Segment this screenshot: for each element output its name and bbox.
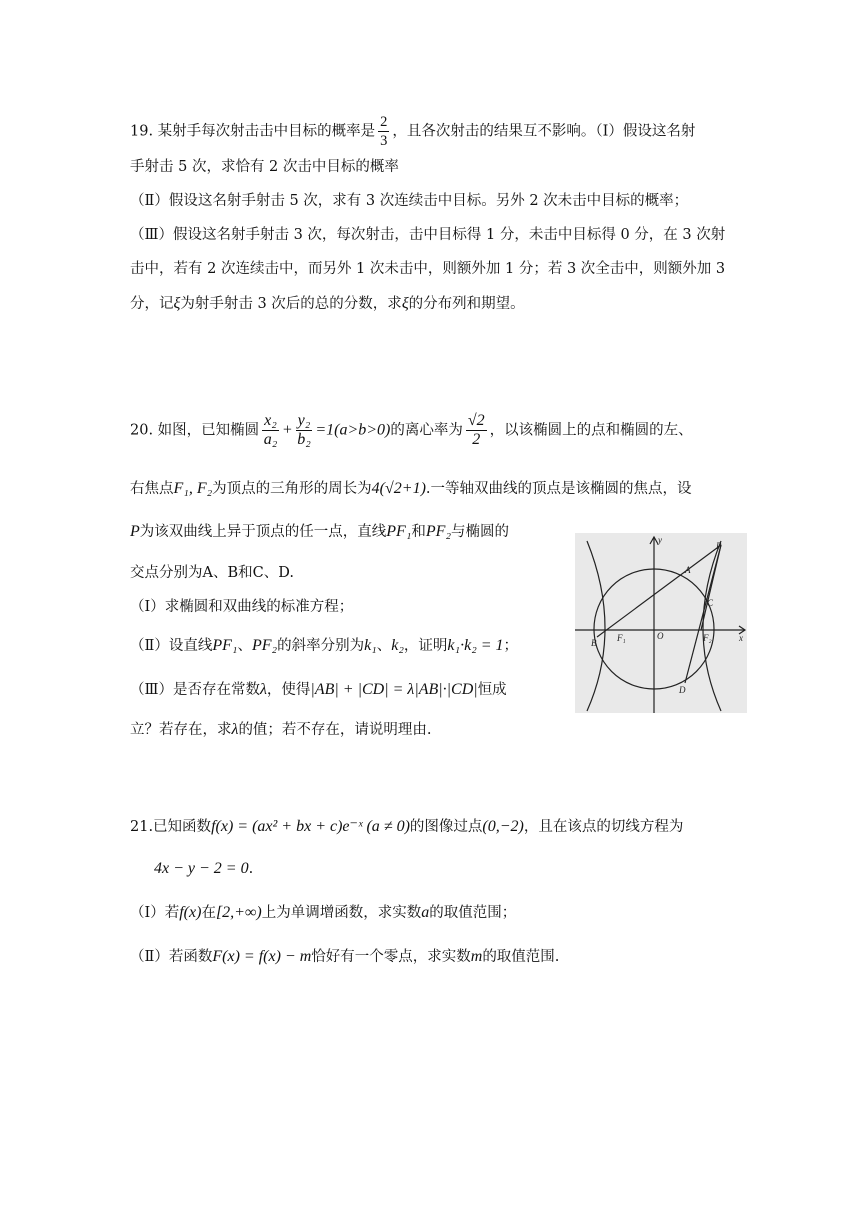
ellipse-fraction-y: $\frac{\text{y₂}}{\text{b₂}}$: [297, 412, 311, 448]
q20-line-1: 20. 如图，已知椭圆 $\frac{\text{x₂}}{\text{a₂}}$ + $\frac{\text{y₂}}{\text{b₂}}$ =1(a>b>0)的离心率为 $\frac{√2}{2}$ ，以该椭圆上的点和椭圆的左、: [130, 412, 693, 448]
label-c: C: [707, 598, 714, 608]
q20-line-5: （Ⅰ）求椭圆和双曲线的标准方程；: [130, 599, 354, 615]
hyperbola-left-branch: [587, 541, 605, 711]
q19-line-3: （Ⅱ）假设这名射手射击 5 次，求有 3 次连续击中目标。另外 2 次未击中目标的概率；: [130, 193, 689, 209]
q21-line-2: 4x − y − 2 = 0.: [154, 860, 254, 877]
q19-line-4: （Ⅲ）假设这名射手射击 3 次，每次射击，击中目标得 1 分，未击中目标得 0 分，在 3 次射: [130, 227, 726, 243]
q19-text: 19. 某射手每次射击击中目标的概率是: [130, 123, 376, 140]
hyperbola-right-branch: [703, 541, 721, 711]
ellipse-hyperbola-figure: [575, 533, 747, 713]
label-f2: F₂: [703, 633, 712, 643]
q21-line-3: （Ⅰ）若f(x)在[2,+∞)上为单调增函数，求实数a的取值范围；: [130, 904, 517, 921]
q20-line-8: 立？若存在，求λ的值；若不存在，请说明理由.: [130, 721, 432, 738]
q20-line-2: 右焦点F₁, F₂为顶点的三角形的周长为4(√2+1).一等轴双曲线的顶点是该椭圆的焦点，设: [130, 480, 692, 497]
fraction-two-thirds: $\frac{2}{3}$: [380, 114, 388, 149]
label-a: A: [685, 565, 691, 575]
q19-line-5: 击中，若有 2 次连续击中，而另外 1 次未击中，则额外加 1 分；若 3 次全击中，则额外加 3: [130, 261, 726, 277]
q20-line-3: P为该双曲线上异于顶点的任一点，直线PF₁和PF₂与椭圆的: [130, 523, 509, 540]
label-d: D: [679, 685, 686, 695]
figure-svg: [575, 533, 747, 713]
q20-line-7: （Ⅲ）是否存在常数λ，使得|AB| + |CD| = λ|AB|·|CD|恒成: [130, 681, 507, 698]
xi-symbol: ξ: [173, 295, 181, 312]
q21-line-4: （Ⅱ）若函数F(x) = f(x) − m恰好有一个零点，求实数m的取值范围.: [130, 948, 560, 965]
q19-line-1: [130, 113, 695, 150]
label-y: y: [658, 535, 662, 545]
label-x: x: [739, 633, 743, 643]
label-o: O: [657, 631, 664, 641]
q20-line-6: （Ⅱ）设直线PF₁、PF₂的斜率分别为k₁、k₂，证明k₁·k₂ = 1；: [130, 637, 519, 654]
q20-line-4: 交点分别为A、B和C、D.: [130, 565, 294, 581]
eccentricity-fraction: $\frac{√2}{2}$: [467, 412, 485, 448]
xi-symbol: ξ: [401, 295, 409, 312]
ellipse-fraction-x: $\frac{\text{x₂}}{\text{a₂}}$: [263, 412, 278, 448]
q19-line-2: 手射击 5 次，求恰有 2 次击中目标的概率: [130, 159, 399, 175]
q19-text: ，且各次射击的结果互不影响。（Ⅰ）假设这名射: [392, 123, 696, 140]
q21-line-1: 21.已知函数f(x) = (ax² + bx + c)e⁻ˣ (a ≠ 0)的图像过点(0,−2)，且在该点的切线方程为: [130, 818, 684, 835]
label-p: P: [716, 541, 722, 551]
label-b: B: [591, 638, 597, 648]
label-f1: F₁: [617, 633, 626, 643]
q19-line-6: 分，记ξ为射手射击 3 次后的总的分数，求ξ的分布列和期望。: [130, 295, 525, 312]
